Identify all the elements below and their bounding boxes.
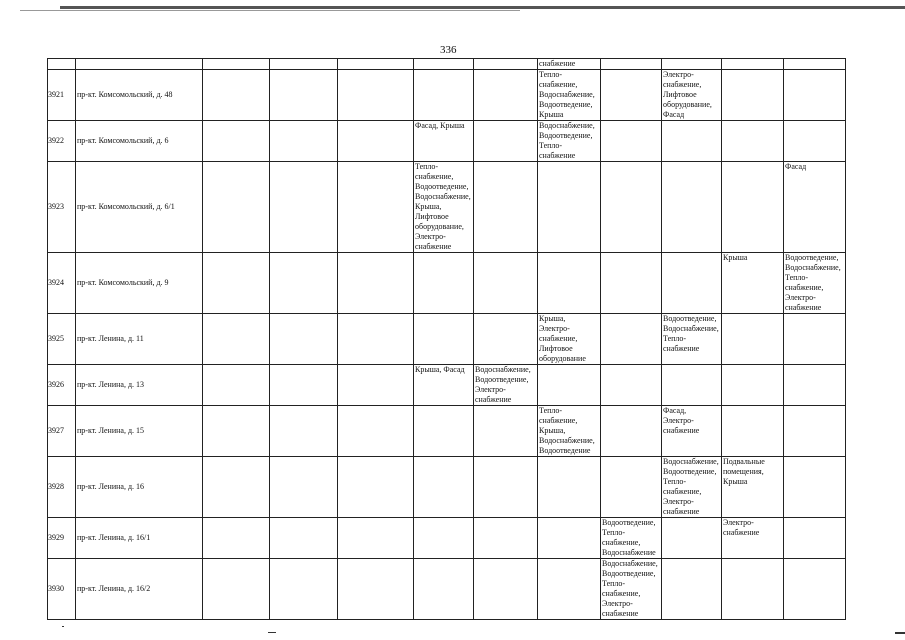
works-cell bbox=[338, 365, 414, 406]
works-cell bbox=[474, 559, 538, 620]
works-cell bbox=[414, 70, 474, 121]
works-cell bbox=[601, 406, 662, 457]
works-cell: Подвальные помещения, Крыша bbox=[722, 457, 784, 518]
scan-speck bbox=[62, 626, 64, 627]
row-number: 3929 bbox=[48, 518, 76, 559]
address-cell: пр-кт. Ленина, д. 16 bbox=[76, 457, 203, 518]
table-row bbox=[48, 314, 846, 365]
works-cell: Крыша, Электро- снабжение, Лифтовое оборудование bbox=[538, 314, 601, 365]
works-cell bbox=[538, 457, 601, 518]
works-cell bbox=[203, 365, 270, 406]
works-cell bbox=[203, 162, 270, 253]
works-cell bbox=[722, 70, 784, 121]
works-cell bbox=[601, 457, 662, 518]
works-cell: Крыша bbox=[722, 253, 784, 314]
works-cell: Крыша, Фасад bbox=[414, 365, 474, 406]
works-cell bbox=[203, 559, 270, 620]
works-cell bbox=[203, 121, 270, 162]
row-number: 3927 bbox=[48, 406, 76, 457]
table-cell-empty bbox=[270, 59, 338, 70]
table-cell-empty bbox=[338, 59, 414, 70]
works-cell bbox=[270, 162, 338, 253]
works-cell bbox=[203, 314, 270, 365]
table-row bbox=[48, 518, 846, 559]
page-number: 336 bbox=[440, 44, 457, 56]
table-row bbox=[48, 457, 846, 518]
works-cell bbox=[474, 253, 538, 314]
works-cell bbox=[784, 559, 846, 620]
works-cell bbox=[338, 314, 414, 365]
table-cell: снабжение bbox=[538, 59, 601, 70]
address-cell: пр-кт. Ленина, д. 15 bbox=[76, 406, 203, 457]
table-cell-empty bbox=[76, 59, 203, 70]
works-cell bbox=[414, 457, 474, 518]
works-cell: Водоснабжение, Водоотведение, Электро- снабжение bbox=[474, 365, 538, 406]
address-cell: пр-кт. Комсомольский, д. 6/1 bbox=[76, 162, 203, 253]
works-cell bbox=[203, 253, 270, 314]
scan-speck bbox=[268, 632, 276, 633]
works-cell bbox=[414, 314, 474, 365]
works-cell bbox=[538, 518, 601, 559]
works-cell bbox=[784, 314, 846, 365]
table-cell-empty bbox=[662, 59, 722, 70]
works-cell: Водоотведение, Водоснабжение, Тепло- снабжение bbox=[662, 314, 722, 365]
works-cell bbox=[338, 162, 414, 253]
works-cell: Водоснабжение, Водоотведение, Тепло- снабжение bbox=[538, 121, 601, 162]
works-cell: Тепло- снабжение, Водоотведение, Водоснабжение, Крыша, Лифтовое оборудование, Электро- снабжение bbox=[414, 162, 474, 253]
works-cell bbox=[203, 406, 270, 457]
works-cell bbox=[338, 518, 414, 559]
works-cell bbox=[601, 365, 662, 406]
works-cell: Водоотведение, Тепло- снабжение, Водоснабжение bbox=[601, 518, 662, 559]
works-cell bbox=[722, 314, 784, 365]
works-cell: Водоотведение, Водоснабжение, Тепло- снабжение, Электро- снабжение bbox=[784, 253, 846, 314]
table-cell-empty bbox=[601, 59, 662, 70]
works-cell: Водоснабжение, Водоотведение, Тепло- снабжение, Электро- снабжение bbox=[662, 457, 722, 518]
table-cell-empty bbox=[722, 59, 784, 70]
works-cell: Тепло- снабжение, Крыша, Водоснабжение, Водоотведение bbox=[538, 406, 601, 457]
works-cell bbox=[270, 518, 338, 559]
works-cell bbox=[474, 162, 538, 253]
works-cell bbox=[414, 406, 474, 457]
works-cell bbox=[538, 253, 601, 314]
works-cell bbox=[474, 314, 538, 365]
works-cell bbox=[784, 518, 846, 559]
works-cell bbox=[270, 253, 338, 314]
works-cell bbox=[784, 121, 846, 162]
works-cell bbox=[538, 559, 601, 620]
works-cell bbox=[538, 162, 601, 253]
scan-artifact-line bbox=[60, 6, 905, 9]
table-row bbox=[48, 162, 846, 253]
works-cell bbox=[414, 518, 474, 559]
address-cell: пр-кт. Ленина, д. 16/1 bbox=[76, 518, 203, 559]
row-number: 3928 bbox=[48, 457, 76, 518]
works-cell bbox=[270, 70, 338, 121]
address-cell: пр-кт. Комсомольский, д. 6 bbox=[76, 121, 203, 162]
works-cell: Электро- снабжение, Лифтовое оборудование, Фасад bbox=[662, 70, 722, 121]
works-cell: Фасад, Крыша bbox=[414, 121, 474, 162]
works-cell bbox=[474, 406, 538, 457]
works-cell bbox=[722, 162, 784, 253]
works-cell bbox=[474, 518, 538, 559]
works-cell bbox=[722, 365, 784, 406]
row-number: 3930 bbox=[48, 559, 76, 620]
works-cell bbox=[474, 70, 538, 121]
works-cell: Водоснабжение, Водоотведение, Тепло- снабжение, Электро- снабжение bbox=[601, 559, 662, 620]
works-cell bbox=[474, 457, 538, 518]
works-cell bbox=[784, 406, 846, 457]
works-cell bbox=[662, 518, 722, 559]
table-row bbox=[48, 70, 846, 121]
works-cell bbox=[722, 559, 784, 620]
works-cell bbox=[270, 365, 338, 406]
row-number: 3924 bbox=[48, 253, 76, 314]
works-cell bbox=[662, 121, 722, 162]
row-number: 3926 bbox=[48, 365, 76, 406]
works-cell bbox=[538, 365, 601, 406]
works-cell bbox=[722, 121, 784, 162]
works-cell bbox=[338, 70, 414, 121]
table-row bbox=[48, 253, 846, 314]
table-row bbox=[48, 406, 846, 457]
works-cell bbox=[601, 70, 662, 121]
table-cell-empty bbox=[784, 59, 846, 70]
works-cell: Тепло- снабжение, Водоснабжение, Водоотведение, Крыша bbox=[538, 70, 601, 121]
works-cell bbox=[722, 406, 784, 457]
table-cell-empty bbox=[414, 59, 474, 70]
address-cell: пр-кт. Комсомольский, д. 48 bbox=[76, 70, 203, 121]
works-cell bbox=[338, 253, 414, 314]
works-cell bbox=[662, 365, 722, 406]
works-cell bbox=[203, 518, 270, 559]
address-cell: пр-кт. Ленина, д. 16/2 bbox=[76, 559, 203, 620]
address-cell: пр-кт. Ленина, д. 11 bbox=[76, 314, 203, 365]
table-cell-empty bbox=[48, 59, 76, 70]
works-cell bbox=[662, 162, 722, 253]
works-cell bbox=[338, 457, 414, 518]
works-cell bbox=[784, 70, 846, 121]
works-cell: Фасад, Электро- снабжение bbox=[662, 406, 722, 457]
works-cell bbox=[270, 457, 338, 518]
works-cell bbox=[270, 314, 338, 365]
works-cell bbox=[414, 253, 474, 314]
table-row bbox=[48, 121, 846, 162]
table-row bbox=[48, 365, 846, 406]
scan-speck bbox=[895, 632, 905, 634]
scan-artifact-line bbox=[20, 10, 520, 11]
table-cell-empty bbox=[203, 59, 270, 70]
row-number: 3921 bbox=[48, 70, 76, 121]
works-cell bbox=[784, 457, 846, 518]
repair-schedule-table bbox=[47, 58, 846, 620]
works-cell bbox=[601, 253, 662, 314]
works-cell bbox=[601, 162, 662, 253]
works-cell bbox=[414, 559, 474, 620]
works-cell bbox=[270, 121, 338, 162]
row-number: 3923 bbox=[48, 162, 76, 253]
table-row bbox=[48, 559, 846, 620]
table-cell-empty bbox=[474, 59, 538, 70]
works-cell bbox=[474, 121, 538, 162]
works-cell bbox=[662, 559, 722, 620]
address-cell: пр-кт. Комсомольский, д. 9 bbox=[76, 253, 203, 314]
works-cell bbox=[270, 559, 338, 620]
works-cell bbox=[601, 121, 662, 162]
works-cell bbox=[601, 314, 662, 365]
works-cell bbox=[338, 406, 414, 457]
works-cell: Фасад bbox=[784, 162, 846, 253]
works-cell bbox=[203, 457, 270, 518]
carry-over-row bbox=[48, 59, 846, 70]
works-cell: Электро- снабжение bbox=[722, 518, 784, 559]
works-cell bbox=[270, 406, 338, 457]
works-cell bbox=[662, 253, 722, 314]
row-number: 3922 bbox=[48, 121, 76, 162]
works-cell bbox=[338, 121, 414, 162]
works-cell bbox=[784, 365, 846, 406]
works-cell bbox=[203, 70, 270, 121]
row-number: 3925 bbox=[48, 314, 76, 365]
address-cell: пр-кт. Ленина, д. 13 bbox=[76, 365, 203, 406]
works-cell bbox=[338, 559, 414, 620]
